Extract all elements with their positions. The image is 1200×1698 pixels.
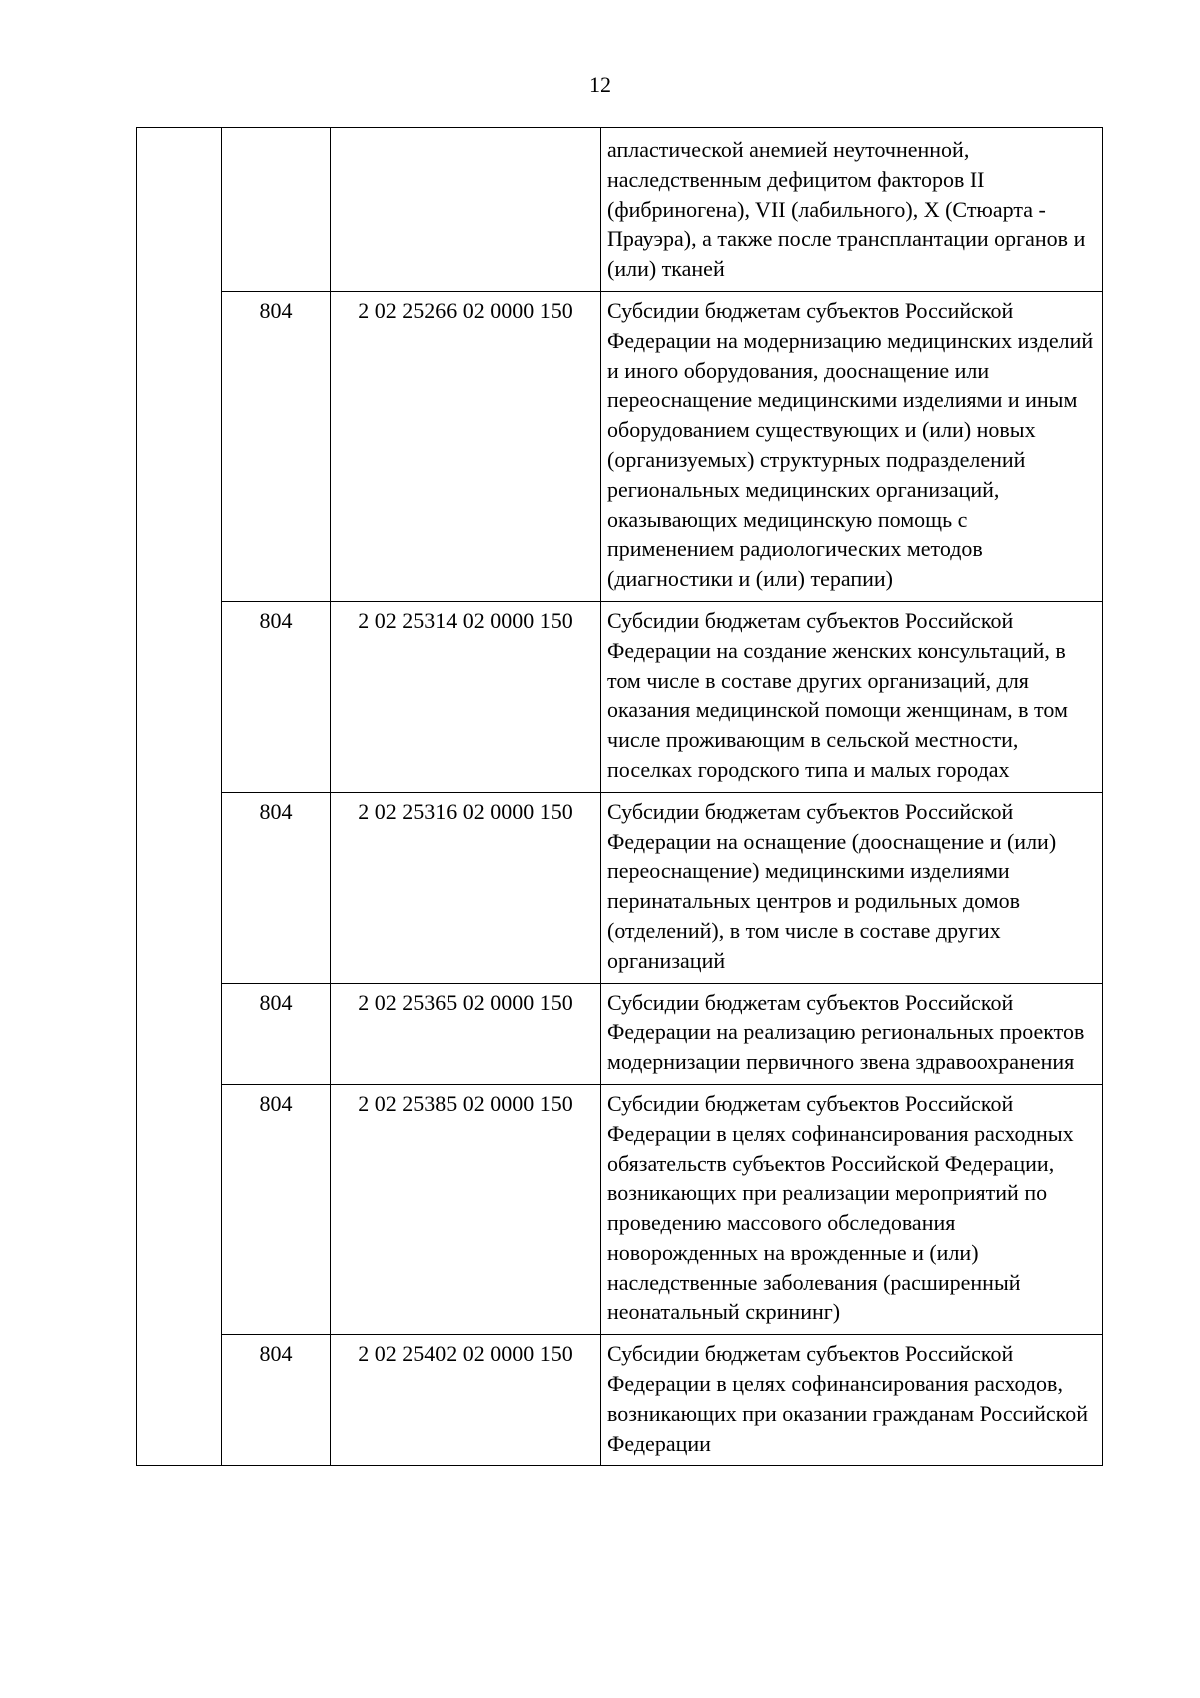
admin-code-cell: 804: [222, 983, 331, 1084]
table-row: [137, 1335, 1103, 1466]
budget-code-cell: 2 02 25316 02 0000 150: [331, 792, 601, 983]
blank-left-column-cell: [137, 128, 222, 1466]
revenue-name-cell: Субсидии бюджетам субъектов Российской Федерации на оснащение (дооснащение и (или) переоснащение) медицинскими изделиями перинатальных центров и родильных домов (отделений), в том числе в составе других организаций: [601, 792, 1103, 983]
revenue-name-cell: Субсидии бюджетам субъектов Российской Федерации в целях софинансирования расходных обязательств субъектов Российской Федерации, возникающих при реализации мероприятий по проведению массового обследования новорожденных на врожденные и (или) наследственные заболевания (расширенный неонатальный скрининг): [601, 1084, 1103, 1334]
budget-code-cell: 2 02 25314 02 0000 150: [331, 601, 601, 792]
table-row: [137, 1084, 1103, 1334]
revenue-name-cell: апластической анемией неуточненной, наследственным дефицитом факторов II (фибриногена), VII (лабильного), X (Стюарта - Прауэра), а также после трансплантации органов и (или) тканей: [601, 128, 1103, 292]
page-number: 12: [589, 72, 611, 97]
table-row: [137, 128, 1103, 292]
budget-code-cell: 2 02 25365 02 0000 150: [331, 983, 601, 1084]
revenue-name-cell: Субсидии бюджетам субъектов Российской Федерации на создание женских консультаций, в том числе в составе других организаций, для оказания медицинской помощи женщинам, в том числе проживающим в сельской местности, поселках городского типа и малых городах: [601, 601, 1103, 792]
table-row: [137, 983, 1103, 1084]
admin-code-cell: 804: [222, 601, 331, 792]
admin-code-cell: [222, 128, 331, 292]
admin-code-cell: 804: [222, 1084, 331, 1334]
budget-code-cell: 2 02 25402 02 0000 150: [331, 1335, 601, 1466]
budget-code-cell: 2 02 25266 02 0000 150: [331, 291, 601, 601]
table-row: [137, 792, 1103, 983]
revenue-name-cell: Субсидии бюджетам субъектов Российской Федерации на реализацию региональных проектов модернизации первичного звена здравоохранения: [601, 983, 1103, 1084]
admin-code-cell: 804: [222, 792, 331, 983]
revenue-name-cell: Субсидии бюджетам субъектов Российской Федерации на модернизацию медицинских изделий и иного оборудования, дооснащение или переоснащение медицинскими изделиями и иным оборудованием существующих и (или) новых (организуемых) структурных подразделений региональных медицинских организаций, оказывающих медицинскую помощь с применением радиологических методов (диагностики и (или) терапии): [601, 291, 1103, 601]
budget-classification-table: [136, 127, 1103, 1466]
table-row: [137, 291, 1103, 601]
admin-code-cell: 804: [222, 291, 331, 601]
budget-code-cell: [331, 128, 601, 292]
admin-code-cell: 804: [222, 1335, 331, 1466]
budget-code-cell: 2 02 25385 02 0000 150: [331, 1084, 601, 1334]
table-row: [137, 601, 1103, 792]
revenue-name-cell: Субсидии бюджетам субъектов Российской Федерации в целях софинансирования расходов, возникающих при оказании гражданам Российской Федерации: [601, 1335, 1103, 1466]
